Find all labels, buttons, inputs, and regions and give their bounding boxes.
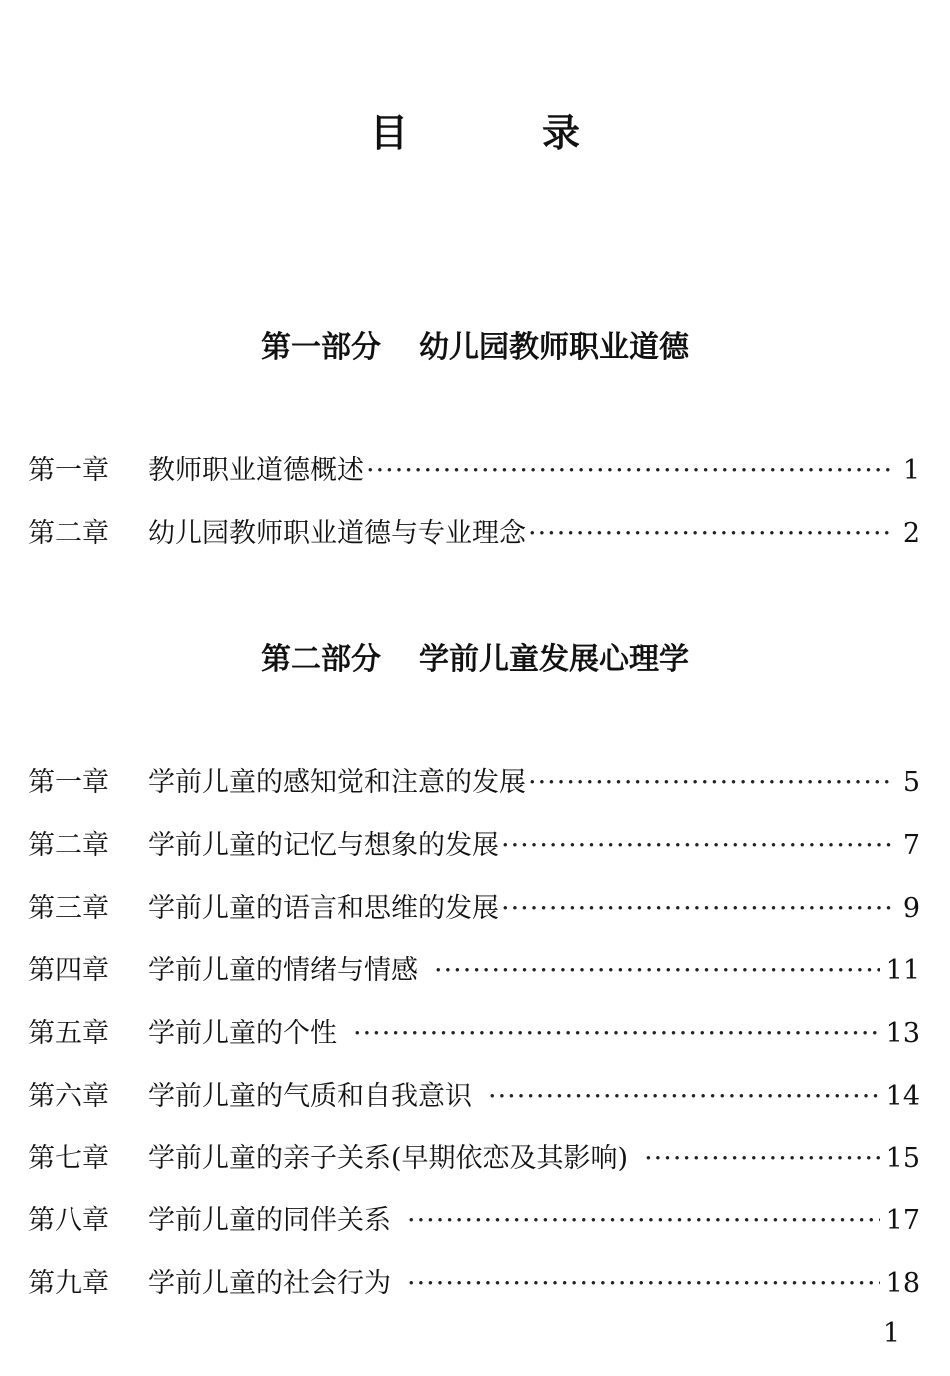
dot-leader — [366, 453, 894, 489]
chapter-title: 学前儿童的语言和思维的发展 — [148, 893, 499, 924]
page-number: 1 — [902, 455, 920, 486]
chapter-number: 第九章 — [28, 1268, 109, 1299]
page-number: 15 — [885, 1143, 920, 1174]
chapter-title: 学前儿童的气质和自我意识 — [148, 1081, 472, 1112]
part-number: 第二部分 — [261, 642, 381, 677]
toc-entry[interactable] — [28, 453, 920, 489]
page-number: 17 — [885, 1205, 920, 1236]
chapter-title: 学前儿童的社会行为 — [148, 1268, 391, 1299]
dot-leader — [407, 1203, 880, 1239]
dot-leader — [488, 1079, 880, 1115]
chapter-number: 第八章 — [28, 1205, 109, 1236]
chapter-number: 第一章 — [28, 767, 109, 798]
page-number: 14 — [885, 1081, 920, 1112]
page-number: 5 — [902, 767, 920, 798]
toc-entry[interactable] — [28, 1203, 920, 1239]
toc-entry[interactable] — [28, 1266, 920, 1302]
chapter-number: 第一章 — [28, 455, 109, 486]
page-number: 13 — [885, 1018, 920, 1049]
dot-leader — [528, 765, 894, 801]
chapter-title: 学前儿童的亲子关系(早期依恋及其影响) — [148, 1143, 629, 1174]
part-title: 学前儿童发展心理学 — [419, 642, 689, 677]
dot-leader — [353, 1016, 880, 1052]
toc-entry[interactable] — [28, 765, 920, 801]
chapter-number: 第二章 — [28, 518, 109, 549]
toc-entry[interactable] — [28, 516, 920, 552]
toc-entry[interactable] — [28, 891, 920, 927]
page-number: 18 — [885, 1268, 920, 1299]
page-number: 11 — [885, 955, 920, 986]
chapter-number: 第二章 — [28, 830, 109, 861]
page-footer-number: 1 — [882, 1318, 900, 1349]
part-heading-2 — [0, 640, 950, 680]
chapter-number: 第五章 — [28, 1018, 109, 1049]
chapter-number: 第七章 — [28, 1143, 109, 1174]
part-heading-1 — [0, 328, 950, 368]
part-number: 第一部分 — [261, 330, 381, 365]
dot-leader — [501, 828, 894, 864]
chapter-title: 学前儿童的记忆与想象的发展 — [148, 830, 499, 861]
page-title: 目 录 — [369, 111, 628, 155]
dot-leader — [434, 953, 880, 989]
chapter-title: 学前儿童的感知觉和注意的发展 — [148, 767, 526, 798]
chapter-title: 教师职业道德概述 — [148, 455, 364, 486]
page-number: 7 — [902, 830, 920, 861]
toc-entry[interactable] — [28, 953, 920, 989]
chapter-title: 学前儿童的同伴关系 — [148, 1205, 391, 1236]
toc-entry[interactable] — [28, 1016, 920, 1052]
toc-entry[interactable] — [28, 1079, 920, 1115]
page-number: 9 — [902, 893, 920, 924]
chapter-title: 学前儿童的情绪与情感 — [148, 955, 418, 986]
dot-leader — [644, 1141, 880, 1177]
chapter-number: 第四章 — [28, 955, 109, 986]
chapter-number: 第六章 — [28, 1081, 109, 1112]
chapter-number: 第三章 — [28, 893, 109, 924]
toc-entry[interactable] — [28, 1141, 920, 1177]
part-title: 幼儿园教师职业道德 — [419, 330, 689, 365]
chapter-title: 幼儿园教师职业道德与专业理念 — [148, 518, 526, 549]
page-number: 2 — [902, 518, 920, 549]
toc-entry[interactable] — [28, 828, 920, 864]
chapter-title: 学前儿童的个性 — [148, 1018, 337, 1049]
dot-leader — [528, 516, 894, 552]
dot-leader — [501, 891, 894, 927]
dot-leader — [407, 1266, 880, 1302]
